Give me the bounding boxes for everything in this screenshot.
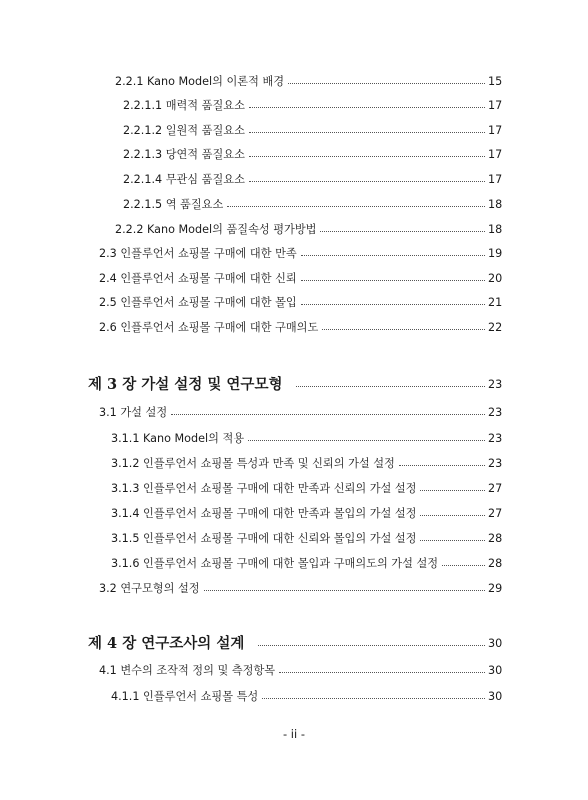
toc-entry-3-1-1[interactable] (111, 430, 502, 448)
toc-entry-page: 18 (488, 223, 503, 236)
toc-entry-2-3[interactable] (99, 245, 502, 263)
toc-entry-page: 23 (488, 457, 503, 470)
toc-entry-page: 15 (488, 75, 503, 88)
toc-entry-label: 3.1.6 인플루언서 쇼핑몰 구매에 대한 몰입과 구매의도의 가설 설정 (111, 557, 439, 570)
toc-entry-2-2-1[interactable] (115, 73, 502, 91)
chapter-title: 제 3 장 가설 설정 및 연구모형 (88, 376, 283, 393)
dot-leader (249, 132, 485, 133)
dot-leader (227, 206, 485, 207)
toc-entry-label: 3.1.5 인플루언서 쇼핑몰 구매에 대한 신뢰와 몰입의 가설 설정 (111, 532, 417, 545)
toc-chapter-4[interactable] (88, 633, 502, 655)
toc-entry-page: 20 (488, 272, 503, 285)
dot-leader (288, 83, 485, 84)
dot-leader (420, 490, 485, 491)
toc-entry-2-5[interactable] (99, 294, 502, 312)
toc-entry-label: 3.1.4 인플루언서 쇼핑몰 구매에 대한 만족과 몰입의 가설 설정 (111, 507, 417, 520)
toc-entry-label: 4.1.1 인플루언서 쇼핑몰 특성 (111, 690, 259, 703)
toc-entry-3-1-2[interactable] (111, 455, 502, 473)
dot-leader (249, 156, 485, 157)
toc-entry-page: 23 (488, 432, 503, 445)
toc-entry-page: 28 (488, 557, 503, 570)
toc-entry-page: 17 (488, 173, 503, 186)
toc-entry-2-4[interactable] (99, 270, 502, 288)
dot-leader (258, 645, 485, 646)
toc-entry-label: 2.2.1.5 역 품질요소 (123, 198, 224, 211)
toc-entry-label: 3.1.3 인플루언서 쇼핑몰 구매에 대한 만족과 신뢰의 가설 설정 (111, 482, 417, 495)
toc-entry-label: 3.1.2 인플루언서 쇼핑몰 특성과 만족 및 신뢰의 가설 설정 (111, 457, 395, 470)
toc-chapter-3[interactable] (88, 374, 502, 396)
toc-entry-page: 27 (488, 507, 503, 520)
toc-entry-3-2[interactable] (99, 580, 502, 598)
toc-entry-label: 4.1 변수의 조작적 정의 및 측정항목 (99, 664, 276, 677)
dot-leader (279, 672, 485, 673)
toc-entry-3-1-4[interactable] (111, 505, 502, 523)
dot-leader (420, 540, 485, 541)
dot-leader (171, 414, 485, 415)
toc-entry-page: 27 (488, 482, 503, 495)
toc-entry-page: 30 (488, 637, 503, 650)
toc-entry-2-2-1-2[interactable] (123, 122, 502, 140)
toc-entry-label: 3.1.1 Kano Model의 적용 (111, 432, 245, 445)
toc-entry-label: 2.5 인플루언서 쇼핑몰 구매에 대한 몰입 (99, 296, 297, 309)
toc-entry-label: 3.1 가설 설정 (99, 406, 168, 419)
toc-entry-4-1-1[interactable] (111, 688, 502, 706)
toc-entry-4-1[interactable] (99, 662, 502, 680)
toc-entry-label: 2.2.1.1 매력적 품질요소 (123, 99, 245, 112)
toc-entry-page: 17 (488, 148, 503, 161)
toc-entry-label: 2.3 인플루언서 쇼핑몰 구매에 대한 만족 (99, 247, 297, 260)
toc-entry-label: 2.2.1 Kano Model의 이론적 배경 (115, 75, 285, 88)
dot-leader (320, 231, 485, 232)
toc-entry-label: 2.2.1.4 무관심 품질요소 (123, 173, 245, 186)
toc-entry-page: 30 (488, 664, 503, 677)
toc-entry-page: 28 (488, 532, 503, 545)
dot-leader (399, 465, 485, 466)
dot-leader (249, 181, 485, 182)
toc-entry-page: 19 (488, 247, 503, 260)
toc-entry-page: 17 (488, 124, 503, 137)
toc-entry-label: 2.4 인플루언서 쇼핑몰 구매에 대한 신뢰 (99, 272, 297, 285)
dot-leader (301, 280, 485, 281)
toc-entry-page: 23 (488, 406, 503, 419)
dot-leader (442, 565, 485, 566)
toc-entry-2-6[interactable] (99, 319, 502, 337)
toc-entry-label: 2.6 인플루언서 쇼핑몰 구매에 대한 구매의도 (99, 321, 319, 334)
dot-leader (204, 590, 485, 591)
dot-leader (248, 440, 485, 441)
toc-entry-page: 21 (488, 296, 503, 309)
toc-entry-label: 2.2.1.2 일원적 품질요소 (123, 124, 245, 137)
toc-entry-label: 3.2 연구모형의 설정 (99, 582, 200, 595)
toc-entry-page: 17 (488, 99, 503, 112)
toc-entry-3-1-3[interactable] (111, 480, 502, 498)
toc-entry-page: 23 (488, 378, 503, 391)
toc-entry-page: 30 (488, 690, 503, 703)
page-number-footer: - ii - (282, 727, 305, 741)
dot-leader (296, 386, 485, 387)
toc-entry-page: 29 (488, 582, 503, 595)
toc-entry-2-2-1-3[interactable] (123, 146, 502, 164)
toc-entry-label: 2.2.1.3 당연적 품질요소 (123, 148, 245, 161)
chapter-title: 제 4 장 연구조사의 설계 (88, 635, 245, 652)
toc-entry-page: 22 (488, 321, 503, 334)
toc-entry-2-2-1-5[interactable] (123, 196, 502, 214)
dot-leader (322, 329, 485, 330)
dot-leader (301, 255, 485, 256)
toc-entry-3-1-5[interactable] (111, 530, 502, 548)
dot-leader (420, 515, 485, 516)
dot-leader (301, 304, 485, 305)
dot-leader (262, 698, 485, 699)
toc-entry-label: 2.2.2 Kano Model의 품질속성 평가방법 (115, 223, 317, 236)
toc-entry-2-2-1-4[interactable] (123, 171, 502, 189)
dot-leader (249, 107, 485, 108)
toc-entry-3-1[interactable] (99, 404, 502, 422)
toc-entry-page: 18 (488, 198, 503, 211)
toc-entry-2-2-1-1[interactable] (123, 97, 502, 115)
toc-entry-2-2-2[interactable] (115, 221, 502, 239)
toc-entry-3-1-6[interactable] (111, 555, 502, 573)
